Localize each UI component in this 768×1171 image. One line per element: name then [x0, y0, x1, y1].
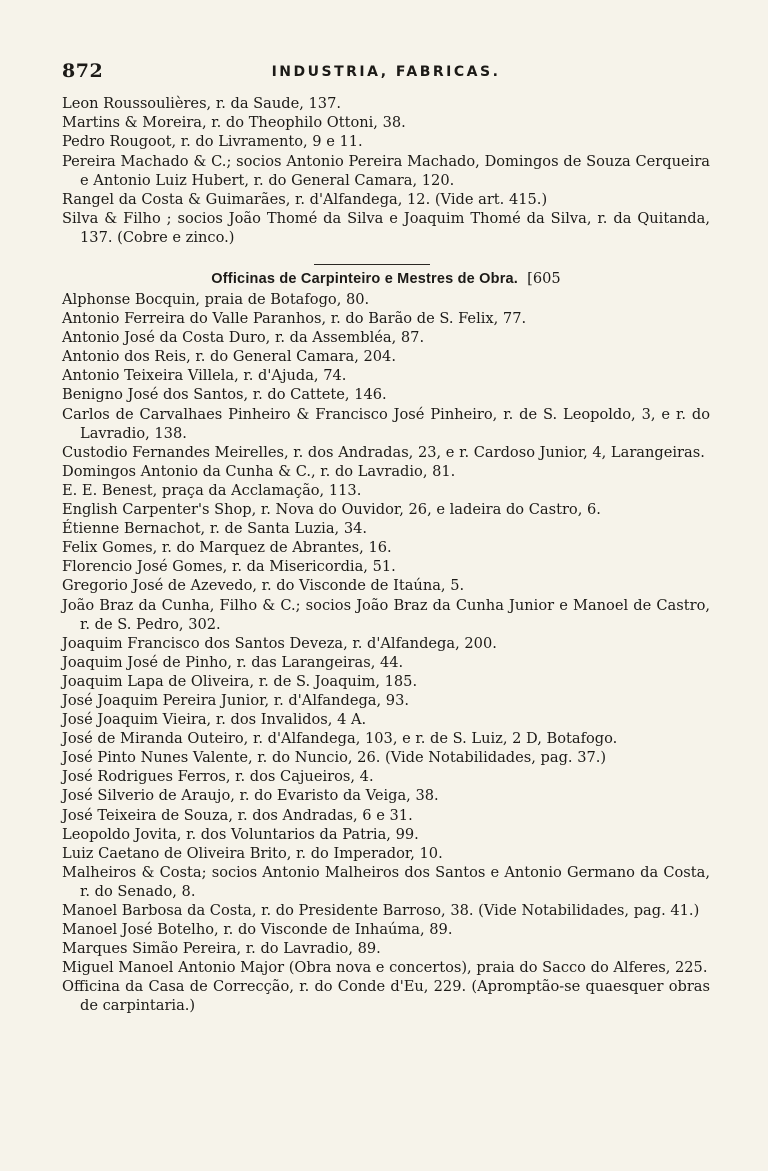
directory-entry: Custodio Fernandes Meirelles, r. dos Andradas, 23, e r. Cardoso Junior, 4, Larangeiras. — [62, 443, 705, 461]
directory-entry: Pereira Machado & C.; socios Antonio Pereira Machado, Domingos de Souza Cerqueira e Antonio Luiz Hubert, r. do General Camara, 120. — [62, 152, 710, 189]
directory-entry: Antonio Ferreira do Valle Paranhos, r. do Barão de S. Felix, 77. — [62, 310, 527, 328]
directory-entry: Joaquim José de Pinho, r. das Larangeiras, 44. — [62, 653, 404, 671]
directory-entry: José Joaquim Vieira, r. dos Invalidos, 4 A. — [62, 711, 367, 729]
directory-entry: English Carpenter's Shop, r. Nova do Ouvidor, 26, e ladeira do Castro, 6. — [62, 501, 601, 519]
directory-entry: José Rodrigues Ferros, r. dos Cajueiros, 4. — [62, 768, 374, 786]
directory-entry: Leon Roussoulières, r. da Saude, 137. — [62, 95, 342, 112]
directory-entry: Marques Simão Pereira, r. do Lavradio, 89. — [62, 940, 381, 958]
running-head: INDUSTRIA, FABRICAS. — [271, 64, 501, 80]
directory-entry: Alphonse Bocquin, praia de Botafogo, 80. — [62, 291, 370, 308]
directory-entry: Domingos Antonio da Cunha & C., r. do Lavradio, 81. — [62, 462, 456, 480]
directory-entry: João Braz da Cunha, Filho & C.; socios João Braz da Cunha Junior e Manoel de Castro, r. de S. Pedro, 302. — [62, 596, 710, 633]
page-number: 872 — [62, 60, 104, 82]
directory-entry: José de Miranda Outeiro, r. d'Alfandega, 103, e r. de S. Luiz, 2 D, Botafogo. — [62, 730, 618, 748]
directory-entry: Benigno José dos Santos, r. do Cattete, 146. — [62, 386, 387, 404]
directory-entry: Luiz Caetano de Oliveira Brito, r. do Imperador, 10. — [62, 844, 443, 862]
directory-entry: Manoel José Botelho, r. do Visconde de Inhaúma, 89. — [62, 921, 453, 939]
directory-entry: Leopoldo Jovita, r. dos Voluntarios da Patria, 99. — [62, 825, 419, 843]
directory-entry: Rangel da Costa & Guimarães, r. d'Alfandega, 12. (Vide art. 415.) — [62, 191, 548, 209]
directory-entry: Joaquim Lapa de Oliveira, r. de S. Joaquim, 185. — [62, 672, 418, 690]
directory-entry: Florencio José Gomes, r. da Misericordia, 51. — [62, 558, 396, 576]
directory-entry: Officina da Casa de Correcção, r. do Conde d'Eu, 229. (Apromptão-se quaesquer obras de carpintaria.) — [62, 978, 710, 1015]
directory-entry: Miguel Manoel Antonio Major (Obra nova e concertos), praia do Sacco do Alferes, 225. — [62, 959, 708, 977]
section-number: [605 — [527, 270, 561, 287]
directory-entry: Antonio dos Reis, r. do General Camara, 204. — [62, 348, 396, 366]
directory-entry: José Joaquim Pereira Junior, r. d'Alfandega, 93. — [62, 691, 409, 709]
directory-entry: E. E. Benest, praça da Acclamação, 113. — [62, 481, 362, 499]
entries-main-list — [62, 290, 710, 1016]
directory-entry: Carlos de Carvalhaes Pinheiro & Francisco José Pinheiro, r. de S. Leopoldo, 3, e r. do Lavradio, 138. — [62, 405, 710, 442]
directory-entry: Joaquim Francisco dos Santos Deveza, r. d'Alfandega, 200. — [62, 634, 497, 652]
directory-entry: Silva & Filho ; socios João Thomé da Silva e Joaquim Thomé da Silva, r. da Quitanda, 137. (Cobre e zinco.) — [62, 210, 710, 247]
page-header — [62, 60, 710, 88]
directory-entry: Étienne Bernachot, r. de Santa Luzia, 34. — [62, 520, 368, 538]
directory-entry: Antonio José da Costa Duro, r. da Assembléa, 87. — [62, 329, 425, 347]
directory-entry: José Silverio de Araujo, r. do Evaristo da Veiga, 38. — [62, 787, 439, 805]
directory-entry: Manoel Barbosa da Costa, r. do Presidente Barroso, 38. (Vide Notabilidades, pag. 41.) — [62, 902, 700, 919]
section-title: Officinas de Carpinteiro e Mestres de Obra. — [211, 271, 519, 287]
directory-entry: Malheiros & Costa; socios Antonio Malheiros dos Santos e Antonio Germano da Costa, r. do Senado, 8. — [62, 863, 710, 900]
entries-top-list — [62, 94, 710, 248]
section-heading — [62, 268, 710, 290]
directory-entry: Martins & Moreira, r. do Theophilo Ottoni, 38. — [62, 114, 406, 132]
directory-entry: José Teixeira de Souza, r. dos Andradas, 6 e 31. — [62, 806, 413, 824]
directory-entry: José Pinto Nunes Valente, r. do Nuncio, 26. (Vide Notabilidades, pag. 37.) — [62, 749, 607, 767]
directory-entry: Felix Gomes, r. do Marquez de Abrantes, 16. — [62, 539, 392, 557]
directory-entry: Antonio Teixeira Villela, r. d'Ajuda, 74. — [62, 367, 347, 385]
section-divider-rule — [314, 264, 430, 265]
directory-entry: Gregorio José de Azevedo, r. do Visconde de Itaúna, 5. — [62, 577, 465, 595]
directory-entry: Pedro Rougoot, r. do Livramento, 9 e 11. — [62, 133, 363, 151]
